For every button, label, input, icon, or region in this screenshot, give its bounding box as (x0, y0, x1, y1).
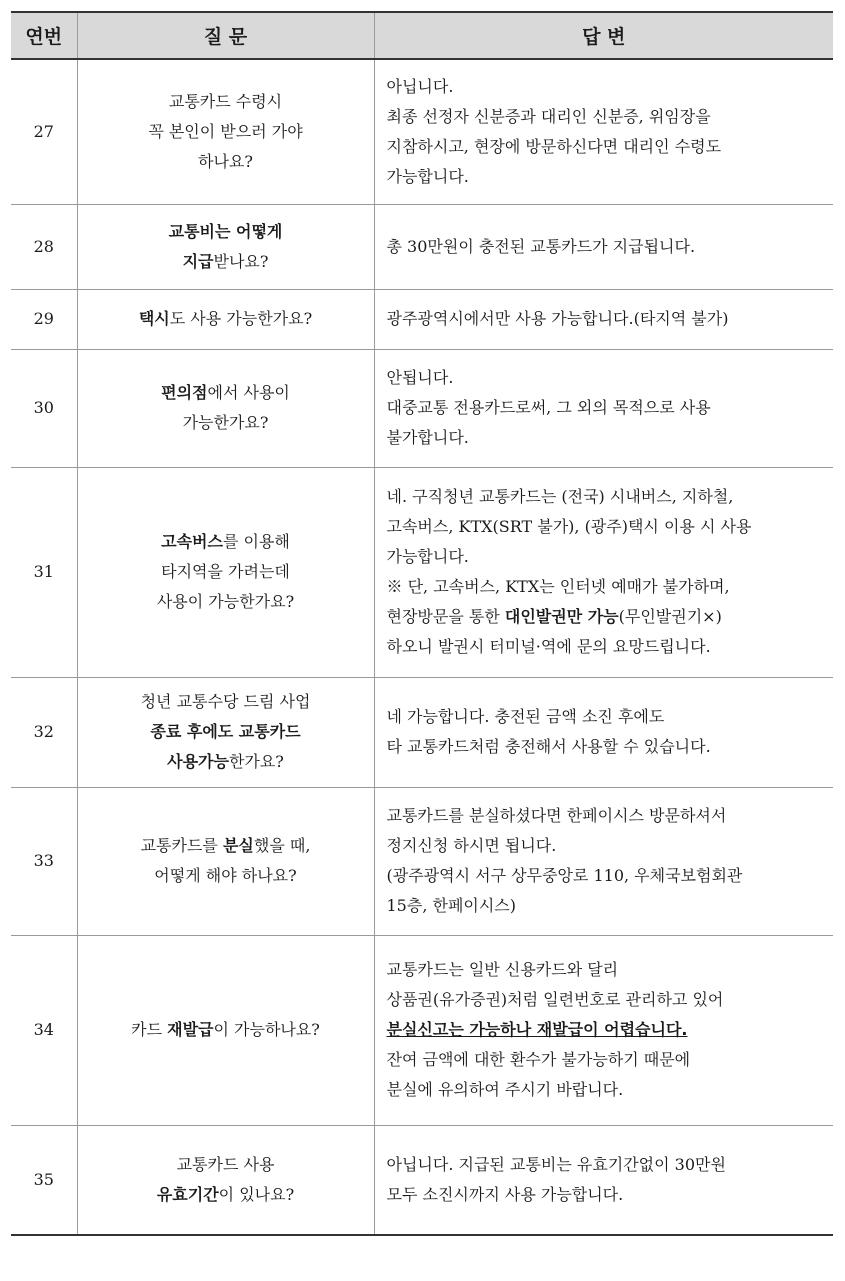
table-row (11, 289, 833, 349)
question-line (78, 217, 374, 247)
question-line (78, 87, 374, 117)
row-number: 35 (11, 1125, 77, 1235)
question-text: 유효기간 (156, 1184, 219, 1204)
answer-line (387, 831, 824, 861)
header-row (11, 12, 833, 59)
question-cell (77, 787, 374, 935)
table-row (11, 1125, 833, 1235)
faq-body (11, 59, 833, 1235)
answer-text: 지참하시고, 현장에 방문하신다면 대리인 수령도 (386, 136, 722, 156)
question-text: 어떻게 해야 하나요? (154, 866, 297, 885)
answer-line (387, 572, 824, 602)
question-line (78, 557, 374, 587)
answer-line (387, 132, 824, 162)
faq-table (11, 11, 833, 1236)
question-text: 분실 (222, 836, 254, 855)
question-line (78, 747, 374, 777)
answer-text: 네 가능합니다. 충전된 금액 소진 후에도 (386, 707, 665, 726)
question-text: 교통카드 사용 (176, 1154, 275, 1174)
question-text: 한가요? (228, 752, 284, 771)
answer-text: 대인발권만 가능 (504, 607, 619, 626)
header-no: 연번 (11, 12, 77, 59)
question-text: 도 사용 가능한가요? (169, 309, 313, 328)
question-text: 꼭 본인이 받으러 가야 (148, 121, 303, 141)
question-line (78, 1180, 374, 1210)
answer-line (387, 602, 824, 632)
answer-cell (374, 677, 833, 787)
question-line (78, 1150, 374, 1180)
answer-line (387, 1075, 824, 1105)
row-number: 29 (11, 289, 77, 349)
answer-text: ※ 단, 고속버스, KTX는 인터넷 예매가 불가하며, (386, 577, 730, 596)
answer-line (387, 232, 824, 262)
question-text: 에서 사용이 (207, 383, 290, 402)
question-text: 타지역을 가려는데 (161, 562, 290, 581)
question-line (78, 587, 374, 617)
row-number: 32 (11, 677, 77, 787)
question-text: 받나요? (213, 251, 269, 271)
answer-text: 아닙니다. 지급된 교통비는 유효기간없이 30만원 (386, 1154, 726, 1174)
answer-line (387, 542, 824, 572)
question-line (78, 378, 374, 408)
question-text: 고속버스 (161, 532, 223, 551)
answer-text: 분실신고는 가능하나 재발급이 어렵습니다. (386, 1020, 688, 1039)
answer-cell (374, 467, 833, 677)
question-text: 교통비는 어떻게 (168, 221, 283, 241)
answer-text: 최종 선정자 신분증과 대리인 신분증, 위임장을 (386, 106, 711, 126)
answer-text: 네. 구직청년 교통카드는 (전국) 시내버스, 지하철, (386, 487, 734, 506)
question-text: 청년 교통수당 드림 사업 (140, 692, 311, 711)
answer-line (387, 423, 824, 453)
answer-line (387, 512, 824, 542)
answer-text: 대중교통 전용카드로써, 그 외의 목적으로 사용 (386, 398, 711, 417)
answer-cell (374, 204, 833, 289)
question-line (78, 117, 374, 147)
row-number: 33 (11, 787, 77, 935)
question-text: 종료 후에도 교통카드 (150, 722, 301, 741)
answer-line (387, 1015, 824, 1045)
question-text: 를 이용해 (222, 532, 290, 551)
answer-cell (374, 349, 833, 467)
question-cell (77, 1125, 374, 1235)
question-text: 교통카드 수령시 (168, 91, 283, 111)
question-text: 교통카드를 (140, 836, 223, 855)
question-line (78, 861, 374, 891)
answer-line (387, 304, 824, 334)
question-text: 사용이 가능한가요? (156, 592, 295, 611)
answer-text: 타 교통카드처럼 충전해서 사용할 수 있습니다. (386, 737, 711, 756)
table-row (11, 59, 833, 204)
answer-line (387, 955, 824, 985)
answer-cell (374, 59, 833, 204)
question-text: 이 있나요? (218, 1184, 295, 1204)
answer-text: 총 30만원이 충전된 교통카드가 지급됩니다. (386, 236, 696, 256)
question-line (78, 247, 374, 277)
header-answer: 답 변 (374, 12, 833, 59)
answer-text: 하오니 발권시 터미널·역에 문의 요망드립니다. (386, 637, 711, 656)
answer-line (387, 702, 824, 732)
question-line (78, 1015, 374, 1045)
question-line (78, 717, 374, 747)
row-number: 30 (11, 349, 77, 467)
question-text: 카드 (131, 1020, 168, 1039)
answer-line (387, 732, 824, 762)
answer-line (387, 72, 824, 102)
question-cell (77, 289, 374, 349)
answer-text: 15층, 한페이시스) (386, 896, 517, 915)
answer-text: 모두 소진시까지 사용 가능합니다. (386, 1184, 624, 1204)
question-cell (77, 59, 374, 204)
answer-line (387, 102, 824, 132)
question-cell (77, 349, 374, 467)
answer-line (387, 1180, 824, 1210)
row-number: 27 (11, 59, 77, 204)
question-text: 사용가능 (167, 752, 229, 771)
answer-line (387, 632, 824, 662)
answer-line (387, 891, 824, 921)
question-text: 이 가능하나요? (213, 1020, 320, 1039)
table-row (11, 467, 833, 677)
question-cell (77, 677, 374, 787)
answer-text: 안됩니다. (386, 368, 454, 387)
answer-line (387, 162, 824, 192)
answer-line (387, 482, 824, 512)
answer-text: 잔여 금액에 대한 환수가 불가능하기 때문에 (386, 1050, 691, 1069)
question-cell (77, 467, 374, 677)
answer-text: 고속버스, KTX(SRT 불가), (광주)택시 이용 시 사용 (386, 517, 752, 536)
answer-cell (374, 289, 833, 349)
answer-text: 가능합니다. (386, 547, 469, 566)
answer-line (387, 363, 824, 393)
answer-line (387, 985, 824, 1015)
table-row (11, 935, 833, 1125)
row-number: 28 (11, 204, 77, 289)
answer-line (387, 801, 824, 831)
answer-line (387, 1045, 824, 1075)
question-line (78, 304, 374, 334)
question-text: 택시 (138, 309, 170, 328)
question-line (78, 527, 374, 557)
question-text: 지급 (182, 251, 214, 271)
answer-text: 가능합니다. (386, 166, 469, 186)
question-text: 가능한가요? (182, 413, 269, 432)
answer-cell (374, 935, 833, 1125)
answer-text: 광주광역시에서만 사용 가능합니다.(타지역 불가) (386, 309, 729, 328)
question-cell (77, 935, 374, 1125)
answer-line (387, 1150, 824, 1180)
table-row (11, 677, 833, 787)
answer-text: (광주광역시 서구 상무중앙로 110, 우체국보험회관 (386, 866, 743, 885)
answer-line (387, 393, 824, 423)
question-cell (77, 204, 374, 289)
row-number: 31 (11, 467, 77, 677)
table-row (11, 787, 833, 935)
table-row (11, 349, 833, 467)
answer-text: 정지신청 하시면 됩니다. (386, 836, 557, 855)
question-line (78, 147, 374, 177)
question-line (78, 408, 374, 438)
answer-text: (무인발권기×) (618, 607, 722, 626)
answer-cell (374, 787, 833, 935)
question-line (78, 687, 374, 717)
answer-text: 교통카드를 분실하셨다면 한페이시스 방문하셔서 (386, 806, 727, 825)
answer-text: 교통카드는 일반 신용카드와 달리 (386, 960, 619, 979)
table-row (11, 204, 833, 289)
question-text: 하나요? (198, 151, 253, 171)
question-text: 했을 때, (253, 836, 311, 855)
row-number: 34 (11, 935, 77, 1125)
answer-text: 상품권(유가증권)처럼 일련번호로 관리하고 있어 (386, 990, 724, 1009)
answer-cell (374, 1125, 833, 1235)
answer-text: 현장방문을 통한 (386, 607, 505, 626)
header-question: 질 문 (77, 12, 374, 59)
answer-text: 분실에 유의하여 주시기 바랍니다. (386, 1080, 624, 1099)
question-text: 편의점 (161, 383, 208, 402)
question-text: 재발급 (167, 1020, 214, 1039)
answer-text: 아닙니다. (386, 76, 454, 96)
answer-line (387, 861, 824, 891)
question-line (78, 831, 374, 861)
answer-text: 불가합니다. (386, 428, 469, 447)
